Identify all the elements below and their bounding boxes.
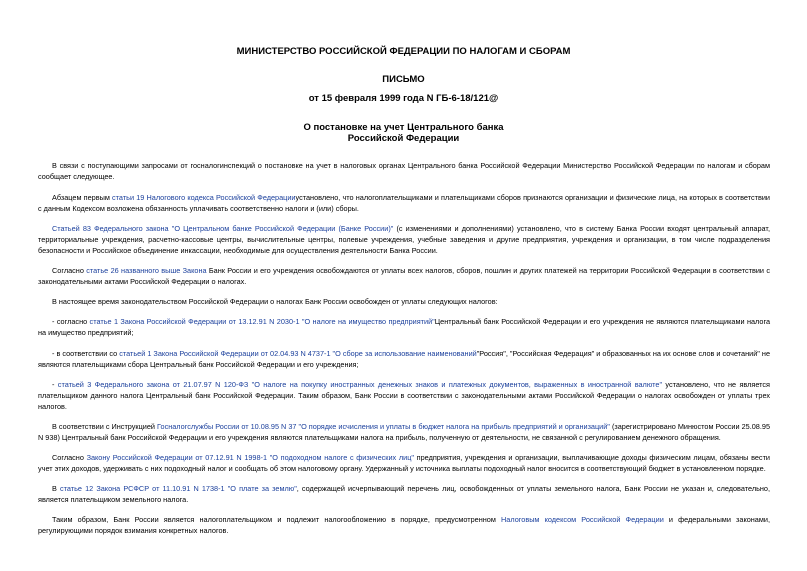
paragraph-12-text-b: и федеральными законами, регулирующими порядок взимания конкретных налогов.: [38, 515, 770, 536]
paragraph-1: [38, 160, 770, 182]
paragraph-4-text-a: Согласно: [52, 266, 87, 275]
paragraph-4: [38, 265, 770, 287]
paragraph-8-text-a: -: [52, 380, 58, 389]
paragraph-7-text-a: - в соответствии со: [52, 349, 120, 358]
ministry-title: МИНИСТЕРСТВО РОССИЙСКОЙ ФЕДЕРАЦИИ ПО НАЛОГАМ И СБОРАМ: [236, 46, 571, 57]
paragraph-10: [38, 452, 770, 474]
link-land-fee-law[interactable]: статье 12 Закона РСФСР от 11.10.91 N 1738-1 "О плате за землю": [59, 484, 297, 493]
link-income-tax-law[interactable]: Закону Российской Федерации от 07.12.91 N 1998-1 "О подоходном налоге с физических лиц": [86, 453, 414, 462]
link-central-bank-law-article-83[interactable]: Статьей 83 Федерального закона "О Центральном банке Российской Федерации (Банке России)": [52, 224, 394, 233]
link-currency-tax-law[interactable]: статьей 3 Федерального закона от 21.07.97 N 120-ФЗ "О налоге на покупку иностранных денежных знаков и платежных документов, выраженных в иностранной валюте": [57, 380, 663, 389]
link-tax-code-article-19[interactable]: статьи 19 Налогового кодекса Российской Федерации: [112, 193, 296, 202]
paragraph-5-text: В настоящее время законодательством Российской Федерации о налогах Банк России освобожден от уплаты следующих налогов:: [52, 297, 498, 306]
paragraph-12: [38, 514, 770, 536]
link-profit-tax-instruction[interactable]: Госналогслужбы России от 10.08.95 N 37 "О порядке исчисления и уплаты в бюджет налога на прибыль предприятий и организаций": [157, 422, 610, 431]
link-property-tax-law[interactable]: статье 1 Закона Российской Федерации от 13.12.91 N 2030-1 "О налоге на имущество предприятий": [89, 317, 435, 326]
paragraph-4-text-b: Банк России и его учреждения освобождаются от уплаты всех налогов, сборов, пошлин и других платежей на территории Российской Федерации в соответствии с законодательными актами Российской Федерации о налогах.: [38, 266, 770, 287]
document-date-number: от 15 февраля 1999 года N ГБ-6-18/121@: [308, 93, 499, 104]
paragraph-6-text-b: Центральный банк Российской Федерации и его учреждения не являются плательщиками налога на имущество предприятий;: [38, 317, 771, 338]
paragraph-2-text-a: Абзацем первым: [52, 193, 113, 202]
link-names-fee-law[interactable]: статьей 1 Закона Российской Федерации от 02.04.93 N 4737-1 "О сборе за использование наименований: [119, 349, 477, 358]
paragraph-10-text-b: предприятия, учреждения и организации, выплачивающие доходы физическим лицам, обязаны вести учет этих доходов, удерживать с них подоходный налог и сообщать об этом налоговому органу. Удержанный у источника выплаты подоходный налог вносится в соответствующий бюджет в установленном порядке.: [38, 453, 770, 474]
paragraph-1-text: В связи с поступающими запросами от госналогинспекций о постановке на учет в налоговых органах Центрального банка Российской Федерации Министерство Российской Федерации по налогам и сборам сообщает следующее.: [38, 161, 770, 182]
paragraph-11: [38, 483, 770, 505]
paragraph-6-text-a: - согласно: [52, 317, 90, 326]
paragraph-8-text-b: установлено, что не является плательщиком данного налога Центральный банк Российской Федерации. Таким образом, Банк России в соответствии с законодательными актами Российской Федерации о налогах освобожден от уплаты трех налогов.: [38, 380, 770, 412]
subject-line-1: О постановке на учет Центрального банка: [303, 122, 504, 133]
paragraph-6: [38, 316, 770, 338]
paragraph-2-text-b: установлено, что налогоплательщиками и плательщиками сборов признаются организации и физические лица, на которых в соответствии с данным Кодексом возложена обязанность уплачивать соответственно налоги и (или) сборы.: [38, 193, 770, 214]
subject-line-2: Российской Федерации: [347, 133, 460, 144]
paragraph-9-text-a: В соответствии с Инструкцией: [52, 422, 158, 431]
paragraph-7: [38, 348, 770, 370]
paragraph-3: [38, 223, 770, 257]
paragraph-12-text-a: Таким образом, Банк России является налогоплательщиком и подлежит налогообложению в порядке, предусмотренном: [52, 515, 502, 524]
paragraph-8: [38, 379, 770, 413]
paragraph-2: [38, 192, 770, 214]
paragraph-9-text-b: (зарегистрировано Минюстом России 25.08.95 N 938) Центральный банк Российской Федерации и его учреждения являются плательщиками налога на прибыль, полученную от деятельности, не связанной с регулированием денежного обращения.: [38, 422, 771, 443]
link-tax-code[interactable]: Налоговым кодексом Российской Федерации: [501, 515, 664, 524]
document-type: ПИСЬМО: [382, 74, 425, 85]
paragraph-7-text-b: "Россия", "Российская Федерация" и образованных на их основе слов и сочетаний" не являются плательщиками сбора Центральный банк Российской Федерации и его учреждения;: [38, 349, 771, 370]
paragraph-3-text: (с изменениями и дополнениями) установлено, что в систему Банка России входят центральный аппарат, территориальные учреждения, расчетно-кассовые центры, вычислительные центры, полевые учреждения, учебные заведения и другие предприятия, учреждения и организации, в том числе подразделения безопасности и Российское объединение инкассации, необходимые для осуществления деятельности Банка России.: [38, 224, 770, 256]
paragraph-9: [38, 421, 770, 443]
paragraph-11-text-b: , содержащей исчерпывающий перечень лиц, освобожденных от уплаты земельного налога, Банк России не указан и, следовательно, является плательщиком земельного налога.: [38, 484, 770, 505]
paragraph-11-text-a: В: [52, 484, 60, 493]
link-article-26[interactable]: статье 26 названного выше Закона: [86, 266, 207, 275]
paragraph-10-text-a: Согласно: [52, 453, 87, 462]
paragraph-5: [38, 296, 770, 307]
